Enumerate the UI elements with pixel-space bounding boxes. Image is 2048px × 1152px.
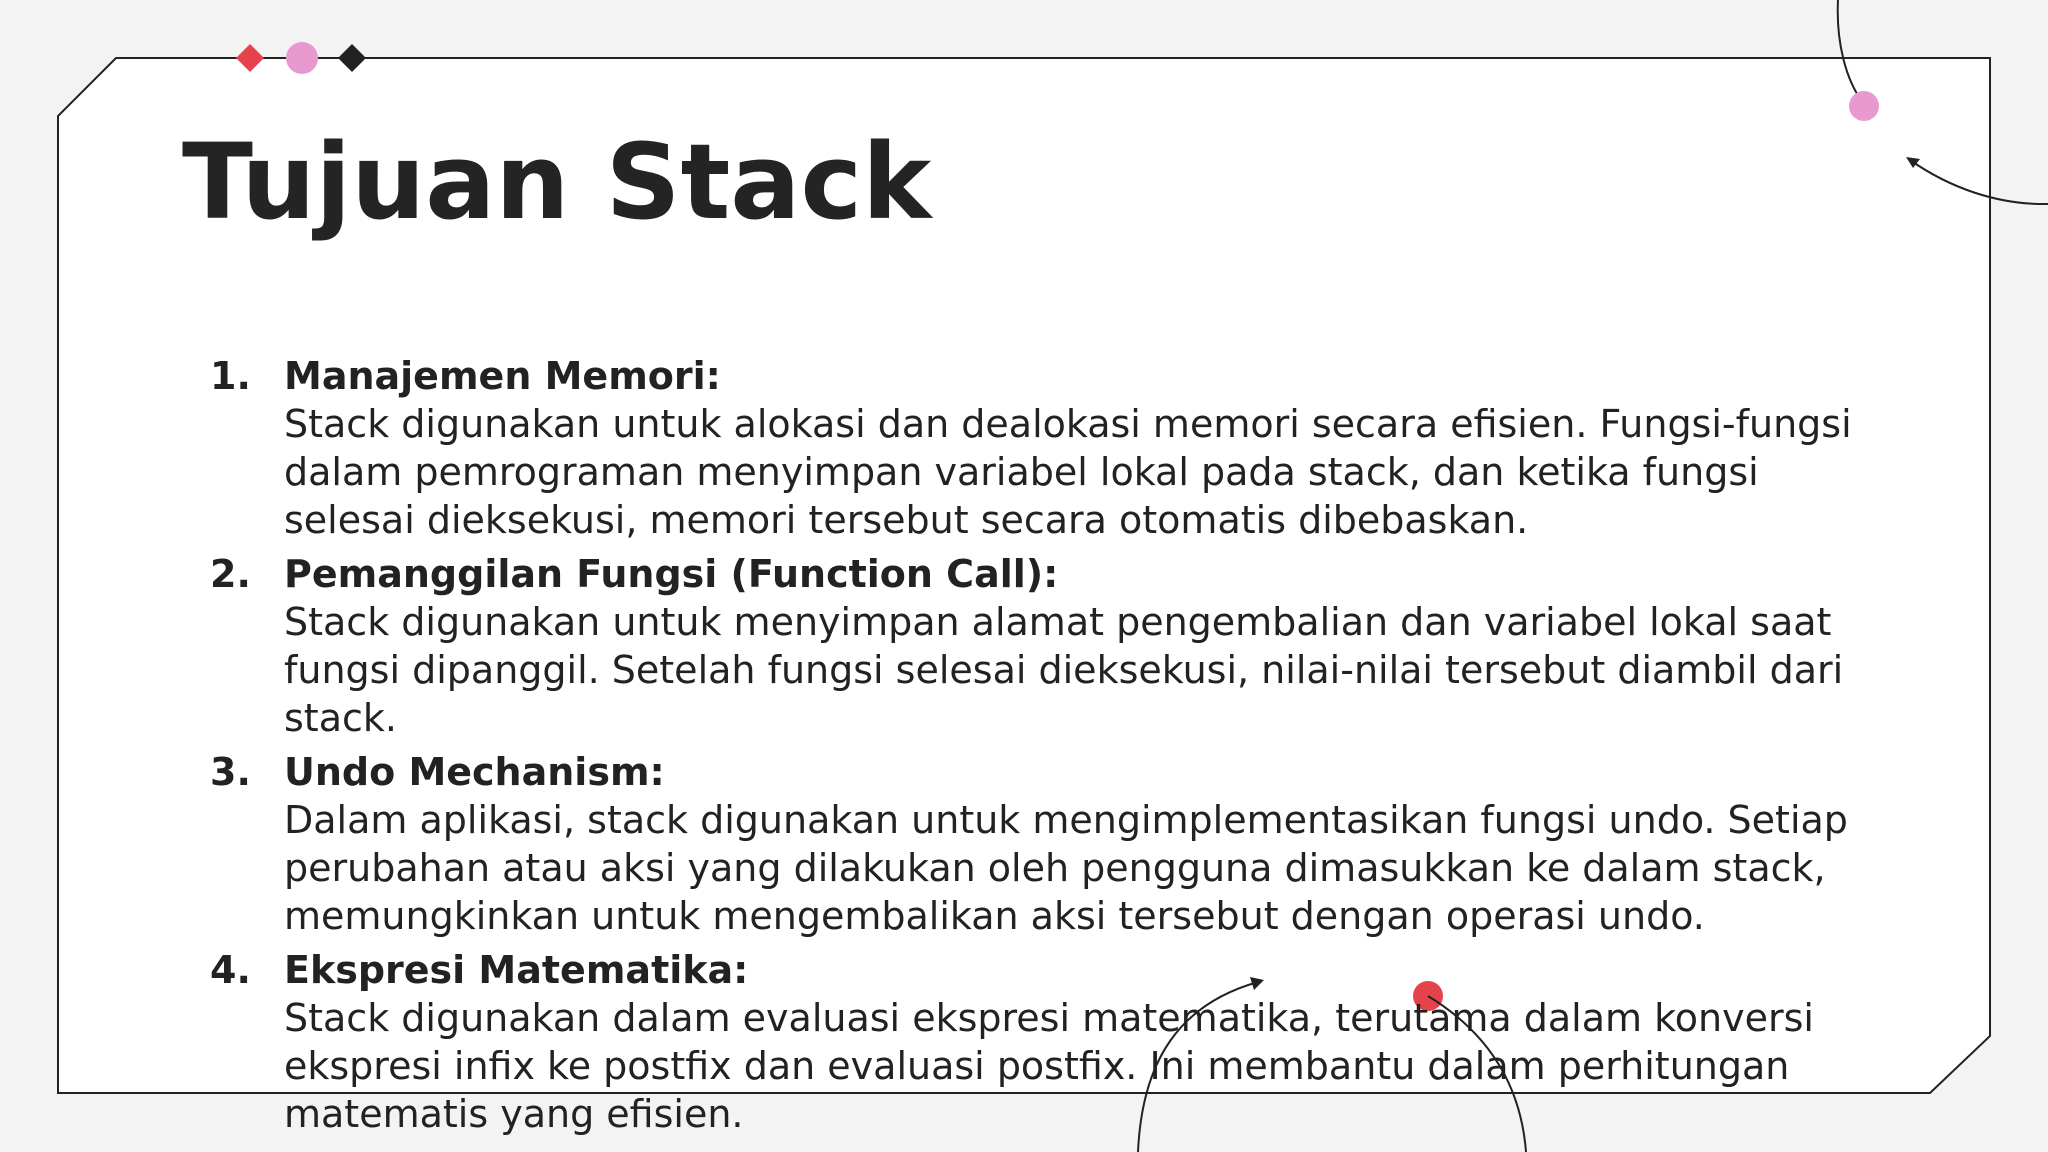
list-heading: Pemanggilan Fungsi (Function Call): xyxy=(284,552,1059,596)
list-number: 1. xyxy=(210,354,251,398)
list-heading: Manajemen Memori: xyxy=(284,354,721,398)
list-item xyxy=(210,946,1890,1138)
list-heading: Undo Mechanism: xyxy=(284,750,665,794)
slide-title: Tujuan Stack xyxy=(182,121,932,243)
list-description: Dalam aplikasi, stack digunakan untuk mengimplementasikan fungsi undo. Setiap perubahan atau aksi yang dilakukan oleh pengguna dimasukkan ke dalam stack, memungkinkan untuk mengembalikan aksi tersebut dengan operasi undo. xyxy=(284,798,1848,938)
list-heading: Ekspresi Matematika: xyxy=(284,948,749,992)
list-description: Stack digunakan untuk alokasi dan dealokasi memori secara efisien. Fungsi-fungsi dalam pemrograman menyimpan variabel lokal pada stack, dan ketika fungsi selesai dieksekusi, memori tersebut secara otomatis dibebaskan. xyxy=(284,402,1852,542)
list-item xyxy=(210,352,1890,544)
pink-dot-icon xyxy=(286,42,318,74)
list-item xyxy=(210,748,1890,940)
list-description: Stack digunakan untuk menyimpan alamat pengembalian dan variabel lokal saat fungsi dipanggil. Setelah fungsi selesai dieksekusi, nilai-nilai tersebut diambil dari stack. xyxy=(284,600,1844,740)
pink-dot-top-right xyxy=(1849,91,1879,121)
purpose-list xyxy=(210,352,1890,1144)
list-number: 3. xyxy=(210,750,251,794)
list-number: 4. xyxy=(210,948,251,992)
list-item xyxy=(210,550,1890,742)
list-description: Stack digunakan dalam evaluasi ekspresi matematika, terutama dalam konversi ekspresi infix ke postfix dan evaluasi postfix. Ini membantu dalam perhitungan matematis yang efisien. xyxy=(284,996,1814,1136)
list-number: 2. xyxy=(210,552,251,596)
